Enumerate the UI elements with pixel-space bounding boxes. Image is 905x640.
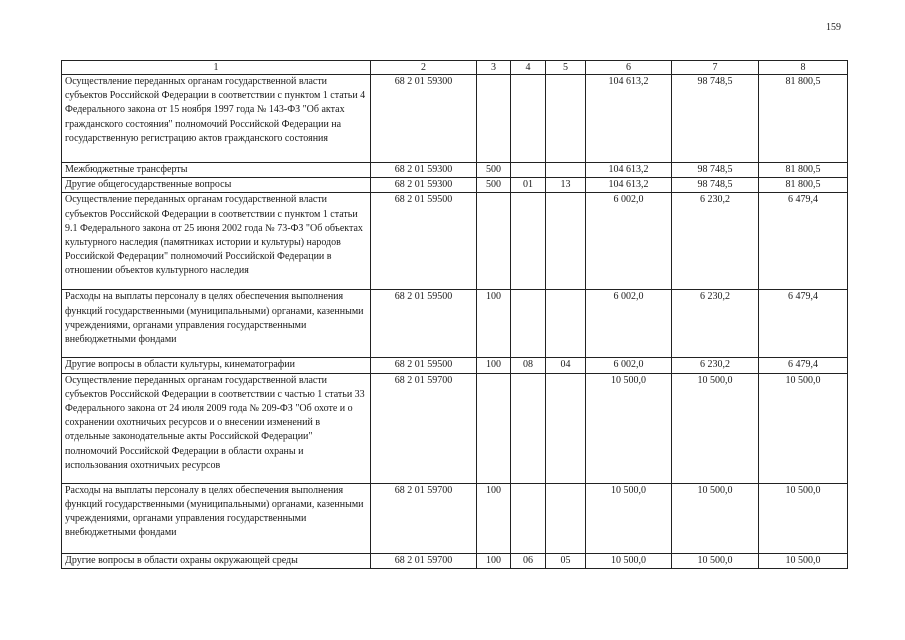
row-col4 xyxy=(511,483,546,553)
row-col5: 04 xyxy=(546,358,586,373)
row-col3: 500 xyxy=(477,163,511,178)
page-number: 159 xyxy=(826,22,841,33)
row-col5 xyxy=(546,290,586,358)
row-description: Межбюджетные трансферты xyxy=(62,163,371,178)
row-amount-6: 10 500,0 xyxy=(586,483,672,553)
row-amount-8: 10 500,0 xyxy=(759,553,848,568)
row-col4 xyxy=(511,373,546,483)
row-description: Осуществление переданных органам государственной власти субъектов Российской Федерации в соответствии с пунктом 1 статьи 4 Федерального закона от 15 ноября 1997 года № 143-ФЗ "Об актах гражданского состояния" полномочий Российской Федерации на государственную регистрацию актов гражданского состояния xyxy=(62,75,371,163)
column-number: 5 xyxy=(546,61,586,75)
row-code: 68 2 01 59300 xyxy=(371,178,477,193)
row-amount-7: 6 230,2 xyxy=(672,193,759,290)
row-amount-6: 104 613,2 xyxy=(586,75,672,163)
row-code: 68 2 01 59500 xyxy=(371,193,477,290)
row-description: Осуществление переданных органам государственной власти субъектов Российской Федерации в соответствии с пунктом 1 статьи 9.1 Федерального закона от 25 июня 2002 года № 73-ФЗ "Об объектах культурного наследия (памятниках истории и культуры) народов Российской Федерации" полномочий Российской Федерации в отношении объектов культурного наследия xyxy=(62,193,371,290)
row-col5: 05 xyxy=(546,553,586,568)
table-row xyxy=(62,358,848,373)
row-amount-6: 10 500,0 xyxy=(586,553,672,568)
table-row xyxy=(62,163,848,178)
row-amount-8: 81 800,5 xyxy=(759,75,848,163)
row-amount-7: 6 230,2 xyxy=(672,358,759,373)
row-col4: 06 xyxy=(511,553,546,568)
row-amount-7: 10 500,0 xyxy=(672,373,759,483)
row-col3 xyxy=(477,193,511,290)
table-row xyxy=(62,290,848,358)
row-col3: 100 xyxy=(477,483,511,553)
row-amount-7: 10 500,0 xyxy=(672,483,759,553)
table-row xyxy=(62,193,848,290)
row-amount-8: 6 479,4 xyxy=(759,290,848,358)
row-description: Расходы на выплаты персоналу в целях обеспечения выполнения функций государственными (муниципальными) органами, казенными учреждениями, органами управления государственными внебюджетными фондами xyxy=(62,483,371,553)
budget-table xyxy=(61,60,848,569)
row-col4 xyxy=(511,75,546,163)
row-code: 68 2 01 59500 xyxy=(371,290,477,358)
row-col3: 100 xyxy=(477,290,511,358)
column-number: 8 xyxy=(759,61,848,75)
row-amount-6: 6 002,0 xyxy=(586,193,672,290)
row-col3 xyxy=(477,373,511,483)
row-amount-8: 6 479,4 xyxy=(759,358,848,373)
column-number: 1 xyxy=(62,61,371,75)
row-amount-6: 104 613,2 xyxy=(586,163,672,178)
row-amount-6: 10 500,0 xyxy=(586,373,672,483)
column-number: 6 xyxy=(586,61,672,75)
row-col3: 100 xyxy=(477,358,511,373)
row-amount-8: 81 800,5 xyxy=(759,178,848,193)
row-amount-6: 104 613,2 xyxy=(586,178,672,193)
row-amount-7: 10 500,0 xyxy=(672,553,759,568)
row-col3: 500 xyxy=(477,178,511,193)
column-number: 3 xyxy=(477,61,511,75)
table-row xyxy=(62,373,848,483)
row-description: Другие вопросы в области культуры, кинематографии xyxy=(62,358,371,373)
row-col4 xyxy=(511,290,546,358)
row-code: 68 2 01 59700 xyxy=(371,373,477,483)
row-col5 xyxy=(546,75,586,163)
row-amount-7: 98 748,5 xyxy=(672,75,759,163)
row-col4: 01 xyxy=(511,178,546,193)
row-col3: 100 xyxy=(477,553,511,568)
row-description: Расходы на выплаты персоналу в целях обеспечения выполнения функций государственными (муниципальными) органами, казенными учреждениями, органами управления государственными внебюджетными фондами xyxy=(62,290,371,358)
row-description: Другие общегосударственные вопросы xyxy=(62,178,371,193)
row-col4: 08 xyxy=(511,358,546,373)
row-code: 68 2 01 59500 xyxy=(371,358,477,373)
table-row xyxy=(62,75,848,163)
row-col3 xyxy=(477,75,511,163)
column-number: 4 xyxy=(511,61,546,75)
row-col5 xyxy=(546,163,586,178)
table-row xyxy=(62,178,848,193)
row-description: Осуществление переданных органам государственной власти субъектов Российской Федерации в соответствии с частью 1 статьи 33 Федерального закона от 24 июля 2009 года № 209-ФЗ "Об охоте и о сохранении охотничьих ресурсов и о внесении изменений в отдельные законодательные акты Российской Федерации" полномочий Российской Федерации в области охраны и использования охотничьих ресурсов xyxy=(62,373,371,483)
row-amount-8: 10 500,0 xyxy=(759,483,848,553)
row-col5: 13 xyxy=(546,178,586,193)
row-col5 xyxy=(546,483,586,553)
row-amount-6: 6 002,0 xyxy=(586,358,672,373)
row-col5 xyxy=(546,193,586,290)
row-code: 68 2 01 59700 xyxy=(371,553,477,568)
row-amount-6: 6 002,0 xyxy=(586,290,672,358)
row-amount-8: 10 500,0 xyxy=(759,373,848,483)
column-number-row xyxy=(62,61,848,75)
row-code: 68 2 01 59300 xyxy=(371,75,477,163)
row-col4 xyxy=(511,163,546,178)
table-row xyxy=(62,483,848,553)
row-col5 xyxy=(546,373,586,483)
table-row xyxy=(62,553,848,568)
row-description: Другие вопросы в области охраны окружающей среды xyxy=(62,553,371,568)
row-amount-8: 81 800,5 xyxy=(759,163,848,178)
row-col4 xyxy=(511,193,546,290)
row-amount-7: 98 748,5 xyxy=(672,163,759,178)
row-code: 68 2 01 59700 xyxy=(371,483,477,553)
row-code: 68 2 01 59300 xyxy=(371,163,477,178)
column-number: 2 xyxy=(371,61,477,75)
row-amount-7: 98 748,5 xyxy=(672,178,759,193)
row-amount-8: 6 479,4 xyxy=(759,193,848,290)
column-number: 7 xyxy=(672,61,759,75)
row-amount-7: 6 230,2 xyxy=(672,290,759,358)
